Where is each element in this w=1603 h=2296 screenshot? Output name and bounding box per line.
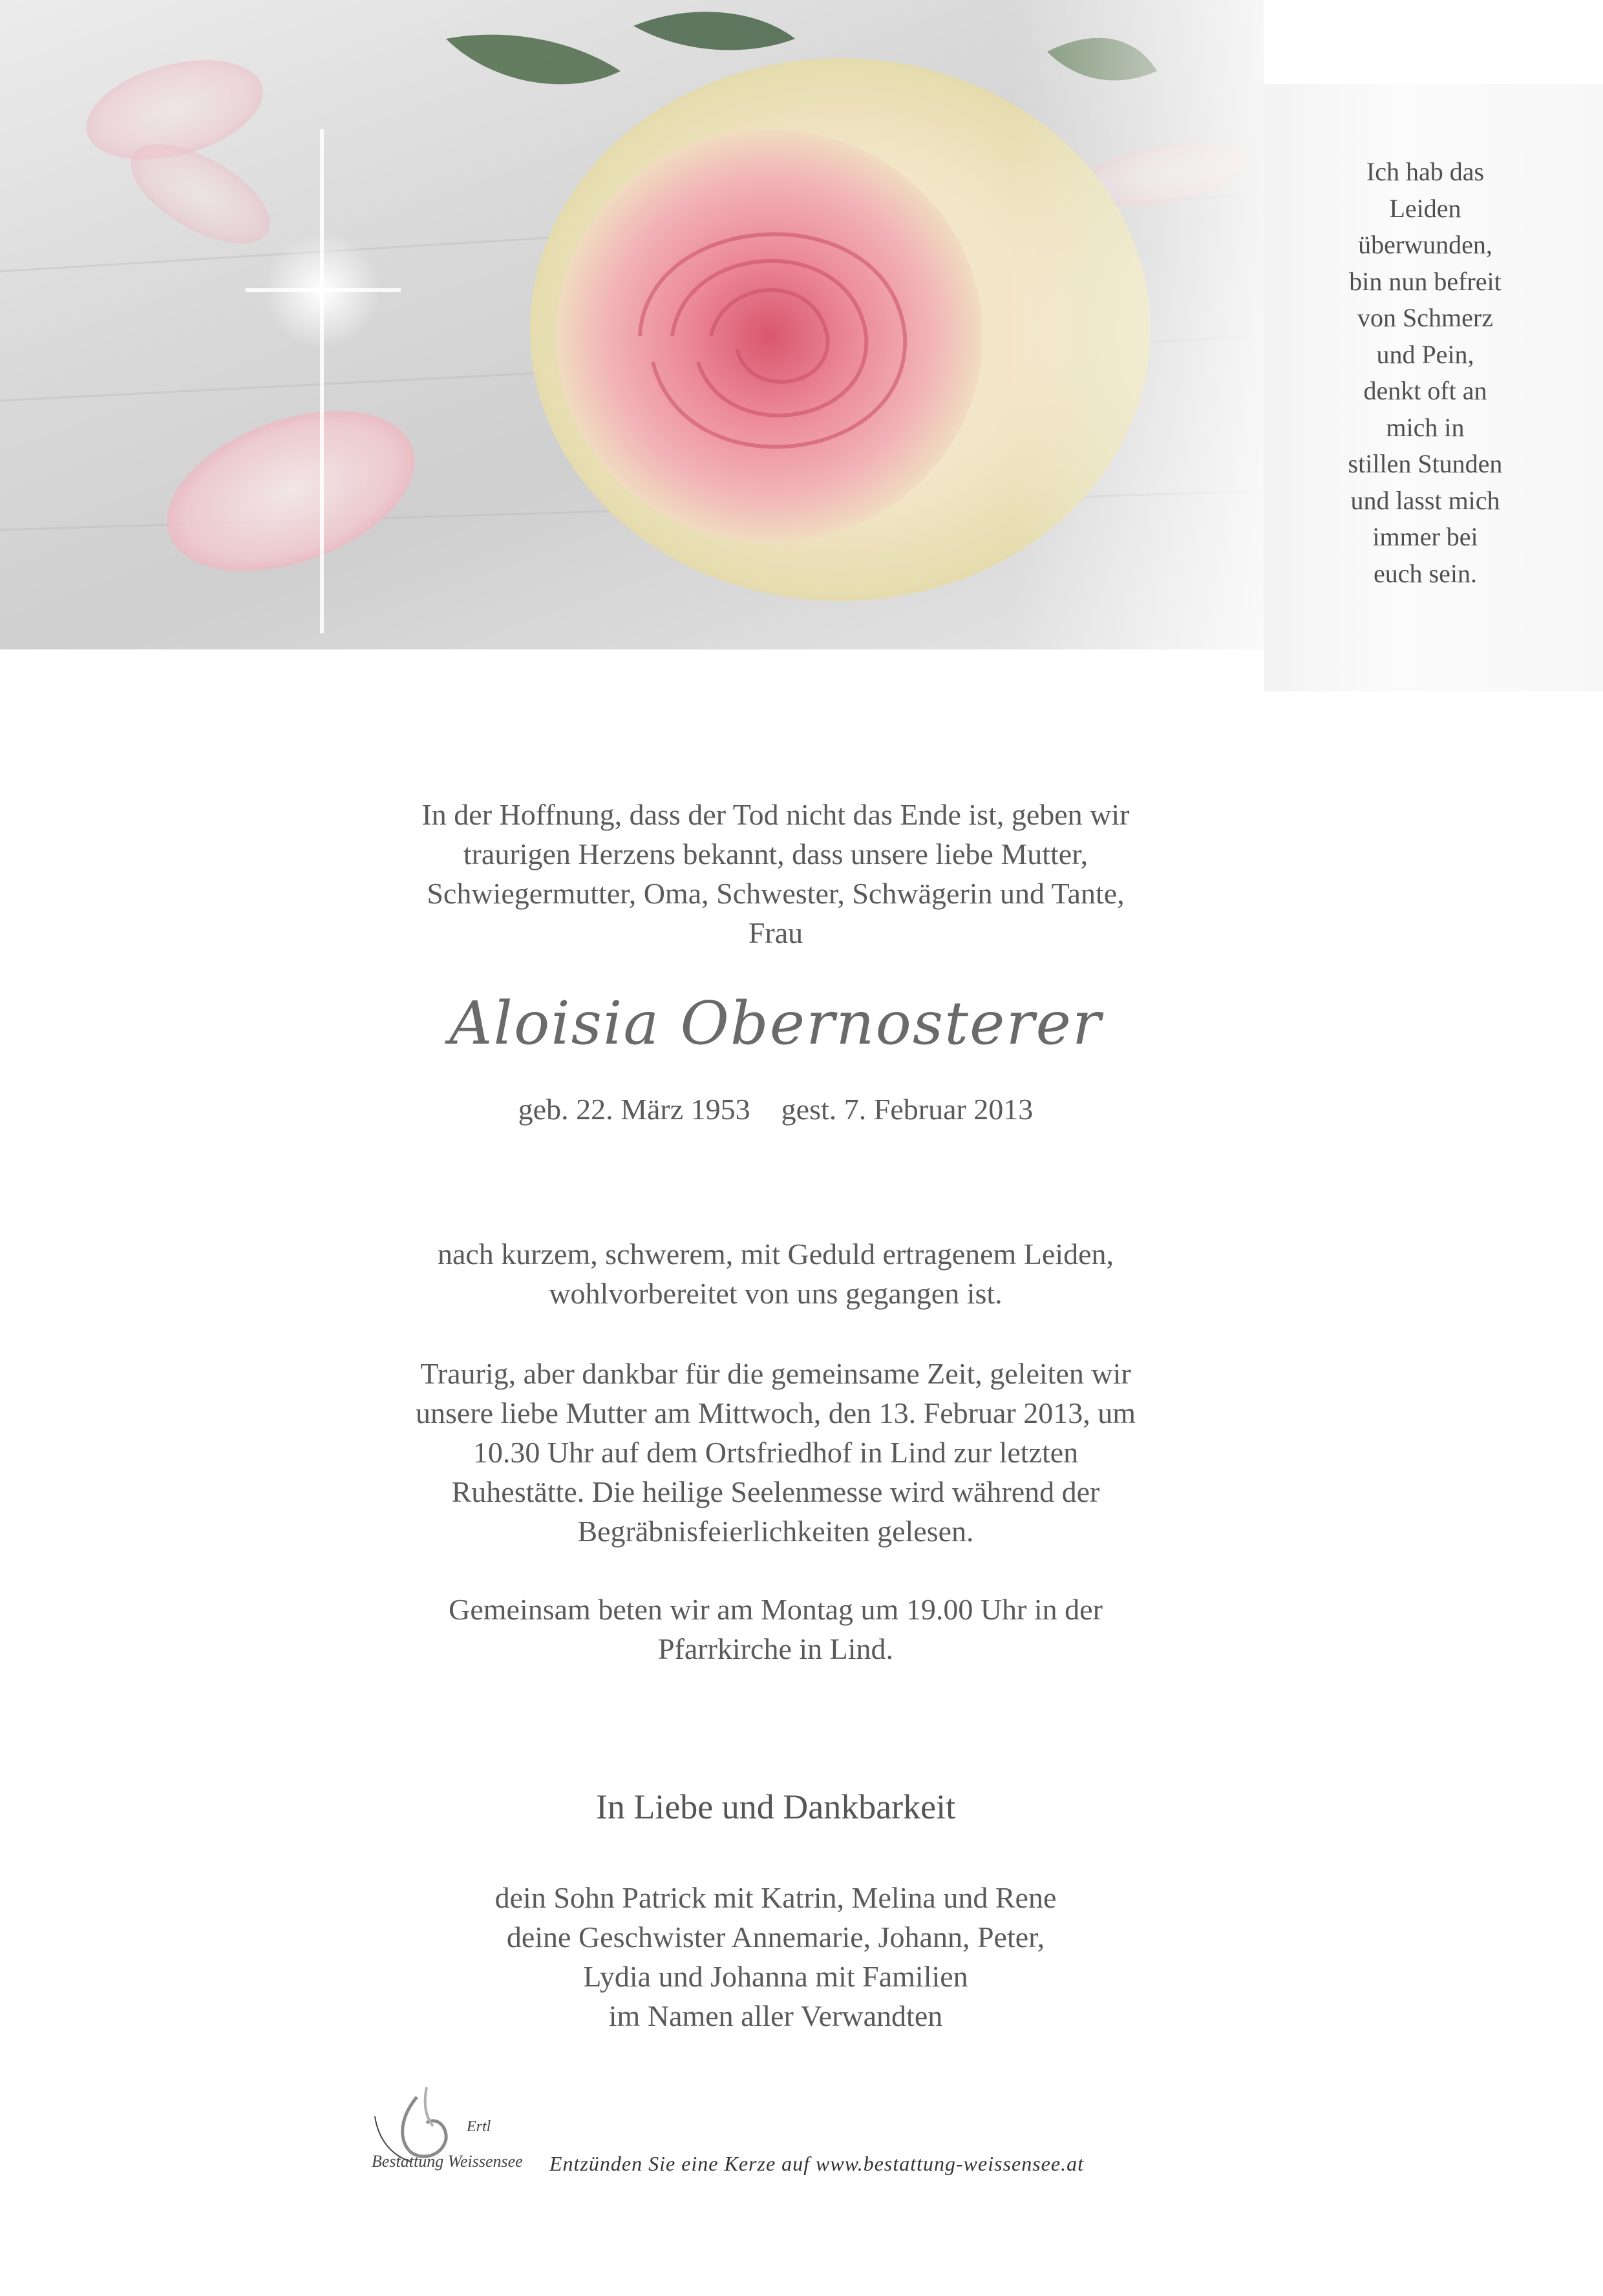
prayer-paragraph bbox=[336, 1590, 1215, 1669]
poem-line: mich in bbox=[1386, 412, 1465, 442]
paragraph-line: Ruhestätte. Die heilige Seelenmesse wird während der bbox=[451, 1475, 1100, 1508]
paragraph-line: nach kurzem, schwerem, mit Geduld ertragenem Leiden, bbox=[437, 1238, 1114, 1270]
poem-line: bin nun befreit bbox=[1349, 266, 1502, 296]
intro-line: traurigen Herzens bekannt, dass unsere liebe Mutter, bbox=[463, 837, 1088, 870]
poem-line: von Schmerz bbox=[1357, 303, 1493, 332]
signer-line: deine Geschwister Annemarie, Johann, Peter, bbox=[506, 1921, 1045, 1954]
paragraph-line: Begräbnisfeierlichkeiten gelesen. bbox=[577, 1515, 974, 1548]
deceased-name: Aloisia Obernosterer bbox=[449, 989, 1102, 1058]
signers bbox=[336, 1878, 1215, 2036]
death-date: gest. 7. Februar 2013 bbox=[781, 1093, 1034, 1126]
birth-date: geb. 22. März 1953 bbox=[518, 1093, 750, 1126]
signer-line: im Namen aller Verwandten bbox=[608, 1999, 943, 2032]
life-dates bbox=[336, 1092, 1215, 1126]
poem-line: immer bei bbox=[1372, 522, 1478, 551]
poem-line: Leiden bbox=[1389, 193, 1461, 223]
candle-link[interactable]: Entzünden Sie eine Kerze auf www.bestattung-weissensee.at bbox=[549, 2152, 1084, 2175]
intro-line: Schwiegermutter, Oma, Schwester, Schwägerin und Tante, bbox=[427, 877, 1125, 910]
poem-line: stillen Stunden bbox=[1348, 449, 1503, 478]
header-photo-rose bbox=[0, 0, 1264, 649]
passing-paragraph bbox=[336, 1234, 1215, 1313]
poem-line: überwunden, bbox=[1358, 230, 1492, 259]
poem-line: denkt oft an bbox=[1363, 376, 1487, 405]
signer-line: dein Sohn Patrick mit Katrin, Melina und Rene bbox=[494, 1881, 1057, 1914]
paragraph-line: unsere liebe Mutter am Mittwoch, den 13. Februar 2013, um bbox=[416, 1396, 1136, 1429]
logo-name-text: Bestattung Weissensee bbox=[372, 2152, 523, 2171]
paragraph-line: Gemeinsam beten wir am Montag um 19.00 Uhr in der bbox=[449, 1593, 1103, 1626]
poem bbox=[1277, 154, 1574, 592]
paragraph-line: wohlvorbereitet von uns gegangen ist. bbox=[549, 1277, 1003, 1310]
paragraph-line: 10.30 Uhr auf dem Ortsfriedhof in Lind zur letzten bbox=[472, 1436, 1079, 1469]
logo-ertl-text: Ertl bbox=[467, 2118, 491, 2135]
paragraph-line: Pfarrkirche in Lind. bbox=[657, 1632, 894, 1665]
poem-line: und lasst mich bbox=[1350, 485, 1500, 515]
poem-line: euch sein. bbox=[1374, 558, 1477, 588]
intro-line: Frau bbox=[748, 916, 803, 949]
intro-text bbox=[336, 795, 1215, 953]
closing-phrase: In Liebe und Dankbarkeit bbox=[595, 1787, 956, 1826]
rose-illustration bbox=[0, 0, 1264, 649]
poem-line: und Pein, bbox=[1376, 339, 1474, 369]
poem-line: Ich hab das bbox=[1366, 157, 1485, 186]
signer-line: Lydia und Johanna mit Familien bbox=[583, 1960, 968, 1993]
paragraph-line: Traurig, aber dankbar für die gemeinsame Zeit, geleiten wir bbox=[420, 1357, 1131, 1390]
intro-line: In der Hoffnung, dass der Tod nicht das Ende ist, geben wir bbox=[421, 798, 1130, 831]
funeral-paragraph bbox=[336, 1354, 1215, 1551]
